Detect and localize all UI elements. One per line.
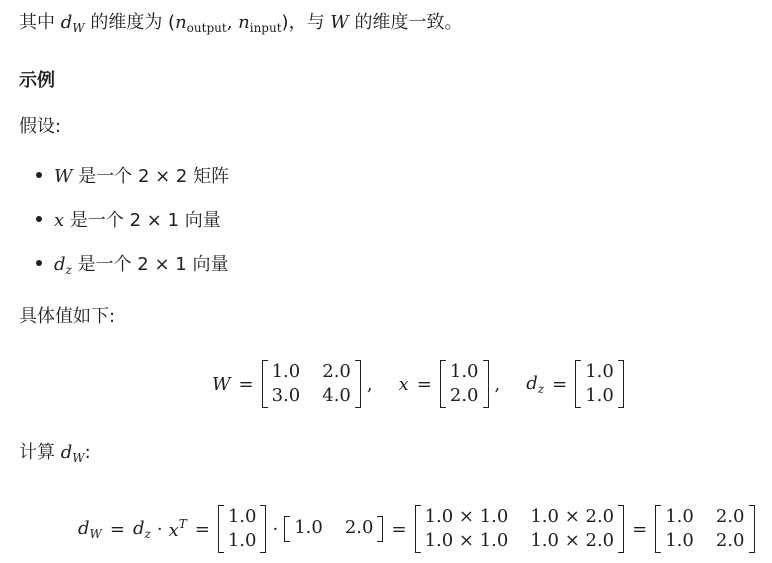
intro-text: 其中 $d_W$ 的维度为 ($n_{output}$, $n_{input}$)，与 W 的维度一致。 [19, 12, 463, 35]
n-output: $n_{output}$ [175, 12, 227, 35]
intro-part1: 其中 [19, 12, 61, 33]
dz-term: $d_z$ [132, 517, 151, 541]
matrix-W: 1.0 2.0 3.0 4.0 [262, 360, 361, 408]
assume-label: 假设: [19, 116, 62, 137]
compute-label: 计算 $d_W$: [19, 442, 91, 465]
xT-term: $x^T$ [168, 517, 187, 541]
result-equation: $d_W$ = $d_z$ · $x^T$ = 1.0 1.0 · 1.0 2.0 = 1.0 × 1.0 1.0 × 2.0 1.0 × 1.0 1.0 × 2.0 = 1.0 2.0 1.0 2.0 [78, 503, 755, 555]
W-symbol: W [330, 12, 349, 33]
intro-part3: )，与 [281, 12, 331, 33]
example-heading: 示例 [19, 70, 55, 91]
values-label: 具体值如下: [19, 306, 116, 327]
dW-lhs: $d_W$ [78, 517, 102, 541]
column-vector: 1.0 1.0 [218, 505, 267, 553]
vector-dz: 1.0 1.0 [575, 360, 624, 408]
x-label: x [398, 373, 409, 395]
intro-part4: 的维度一致。 [348, 12, 463, 33]
intro-part2: 的维度为 ( [84, 12, 176, 33]
given-equation: W = 1.0 2.0 3.0 4.0 , x = 1.0 2.0 , $d_z$ = 1.0 1.0 [212, 358, 624, 410]
vector-x: 1.0 2.0 [440, 360, 489, 408]
dW-symbol: $d_W$ [60, 12, 85, 35]
product-matrix: 1.0 × 1.0 1.0 × 2.0 1.0 × 1.0 1.0 × 2.0 [415, 505, 625, 553]
row-vector: 1.0 2.0 [284, 516, 383, 542]
dz-label: $d_z$ [526, 372, 545, 396]
final-matrix: 1.0 2.0 1.0 2.0 [655, 505, 754, 553]
n-input: $n_{input}$ [238, 12, 282, 35]
W-label: W [212, 373, 231, 395]
